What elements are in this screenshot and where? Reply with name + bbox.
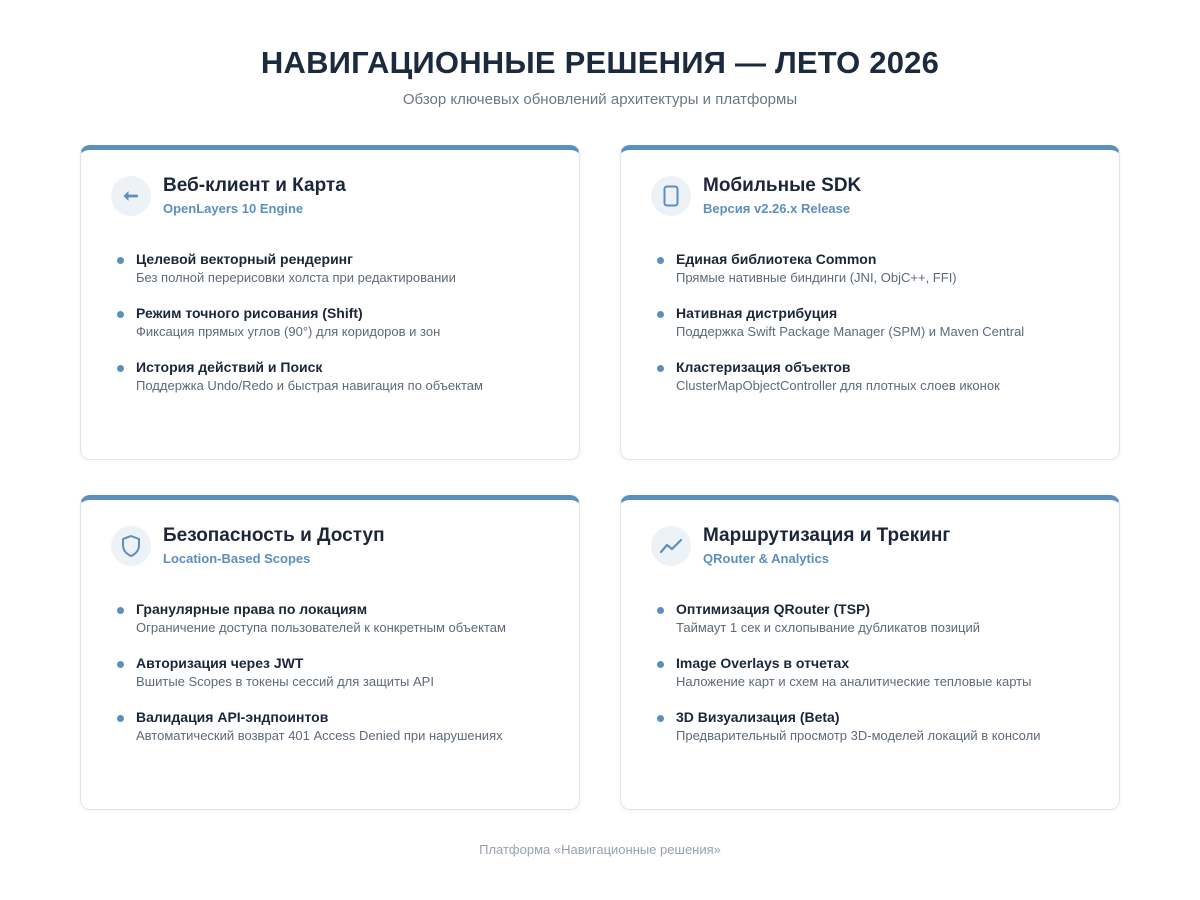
- feature-list: [111, 250, 549, 395]
- list-item: [651, 708, 1089, 745]
- page-title: НАВИГАЦИОННЫЕ РЕШЕНИЯ — ЛЕТО 2026: [260, 45, 940, 80]
- item-description: Автоматический возврат 401 Access Denied при нарушениях: [136, 728, 503, 743]
- card-heading: [703, 174, 861, 218]
- card-heading: [163, 524, 385, 568]
- card-security: [80, 495, 580, 810]
- feature-list: [651, 600, 1089, 745]
- item-title: Оптимизация QRouter (TSP): [676, 601, 871, 617]
- list-item: [651, 250, 1089, 287]
- list-item: [651, 654, 1089, 691]
- item-title: Режим точного рисования (Shift): [136, 305, 363, 321]
- cards-grid: [80, 145, 1120, 810]
- item-title: 3D Визуализация (Beta): [676, 709, 840, 725]
- mobile-device-icon: [651, 176, 691, 216]
- item-description: Поддержка Swift Package Manager (SPM) и Maven Central: [676, 324, 1025, 339]
- card-tag: Location-Based Scopes: [163, 551, 311, 566]
- card-header: [651, 525, 1089, 567]
- page-footer: Платформа «Навигационные решения»: [479, 842, 721, 857]
- item-description: ClusterMapObjectController для плотных слоев иконок: [676, 378, 1000, 393]
- item-title: Image Overlays в отчетах: [676, 655, 850, 671]
- item-title: Валидация API-эндпоинтов: [136, 709, 329, 725]
- list-item: [111, 654, 549, 691]
- item-title: Целевой векторный рендеринг: [136, 251, 353, 267]
- shield-icon: [111, 526, 151, 566]
- item-description: Вшитые Scopes в токены сессий для защиты API: [136, 674, 434, 689]
- list-item: [651, 600, 1089, 637]
- trend-line-icon: [651, 526, 691, 566]
- card-header: [111, 175, 549, 217]
- feature-list: [651, 250, 1089, 395]
- item-description: Предварительный просмотр 3D-моделей локаций в консоли: [676, 728, 1041, 743]
- card-title: Безопасность и Доступ: [163, 525, 385, 546]
- item-title: Единая библиотека Common: [676, 251, 877, 267]
- item-description: Ограничение доступа пользователей к конкретным объектам: [136, 620, 506, 635]
- card-header: [111, 525, 549, 567]
- list-item: [111, 358, 549, 395]
- card-heading: [163, 174, 346, 218]
- list-item: [651, 304, 1089, 341]
- card-header: [651, 175, 1089, 217]
- list-item: [111, 708, 549, 745]
- card-title: Мобильные SDK: [703, 175, 862, 196]
- item-description: Поддержка Undo/Redo и быстрая навигация по объектам: [136, 378, 483, 393]
- card-tag: QRouter & Analytics: [703, 551, 829, 566]
- card-web-client: [80, 145, 580, 460]
- card-heading: [703, 524, 950, 568]
- list-item: [651, 358, 1089, 395]
- card-title: Веб-клиент и Карта: [163, 175, 346, 196]
- item-description: Таймаут 1 сек и схлопывание дубликатов позиций: [676, 620, 981, 635]
- item-title: Нативная дистрибуция: [676, 305, 838, 321]
- card-routing: [620, 495, 1120, 810]
- feature-list: [111, 600, 549, 745]
- item-title: Авторизация через JWT: [136, 655, 304, 671]
- item-description: Наложение карт и схем на аналитические тепловые карты: [676, 674, 1032, 689]
- list-item: [111, 250, 549, 287]
- card-tag: Версия v2.26.x Release: [703, 201, 851, 216]
- page-subtitle: Обзор ключевых обновлений архитектуры и платформы: [402, 91, 798, 108]
- list-item: [111, 304, 549, 341]
- page-header: [0, 44, 1200, 110]
- item-description: Фиксация прямых углов (90°) для коридоров и зон: [136, 324, 441, 339]
- card-tag: OpenLayers 10 Engine: [163, 201, 304, 216]
- card-title: Маршрутизация и Трекинг: [703, 525, 951, 546]
- item-description: Прямые нативные биндинги (JNI, ObjC++, FFI): [676, 270, 957, 285]
- card-mobile-sdk: [620, 145, 1120, 460]
- item-title: Кластеризация объектов: [676, 359, 851, 375]
- item-description: Без полной перерисовки холста при редактировании: [136, 270, 456, 285]
- item-title: Гранулярные права по локациям: [136, 601, 368, 617]
- item-title: История действий и Поиск: [136, 359, 323, 375]
- list-item: [111, 600, 549, 637]
- arrow-left-icon: [111, 176, 151, 216]
